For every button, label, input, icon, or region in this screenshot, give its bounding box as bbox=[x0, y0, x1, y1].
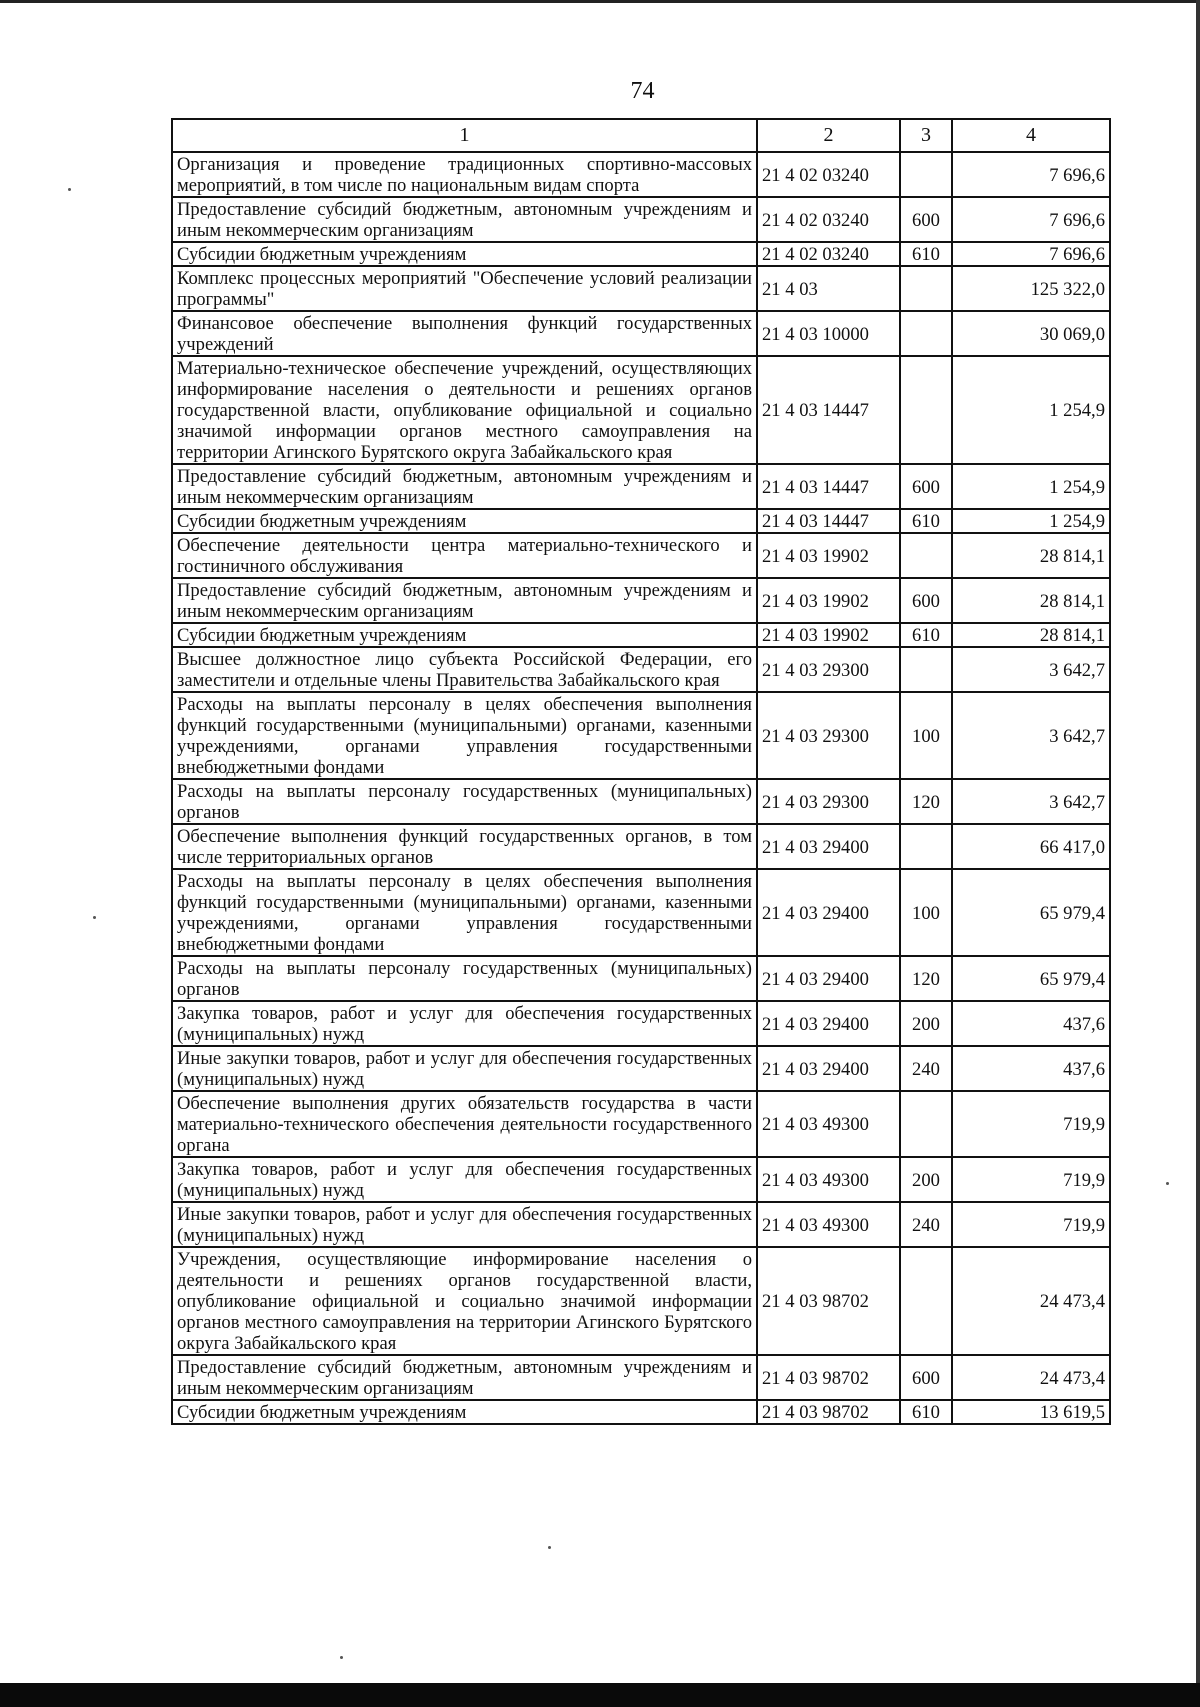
row-type-cell: 120 bbox=[900, 956, 952, 1001]
row-name-cell: Обеспечение выполнения других обязательств государства в части материально-технического обеспечения деятельности государственного органа bbox=[172, 1091, 757, 1157]
header-col-3: 3 bbox=[900, 119, 952, 152]
row-type-cell bbox=[900, 824, 952, 869]
row-sum-cell: 437,6 bbox=[952, 1001, 1110, 1046]
row-code-cell: 21 4 03 29400 bbox=[757, 1046, 900, 1091]
header-col-4: 4 bbox=[952, 119, 1110, 152]
row-code-cell: 21 4 03 98702 bbox=[757, 1355, 900, 1400]
scan-speck bbox=[68, 188, 71, 191]
row-type-cell: 600 bbox=[900, 1355, 952, 1400]
table-row bbox=[172, 1355, 1110, 1400]
row-name-cell: Предоставление субсидий бюджетным, автономным учреждениям и иным некоммерческим организациям bbox=[172, 464, 757, 509]
scan-right-edge bbox=[1196, 0, 1200, 1707]
row-name-cell: Иные закупки товаров, работ и услуг для обеспечения государственных (муниципальных) нужд bbox=[172, 1202, 757, 1247]
row-name-cell: Финансовое обеспечение выполнения функций государственных учреждений bbox=[172, 311, 757, 356]
row-code-cell: 21 4 03 98702 bbox=[757, 1400, 900, 1424]
scan-speck bbox=[548, 1546, 551, 1549]
table-row bbox=[172, 1400, 1110, 1424]
row-type-cell: 200 bbox=[900, 1157, 952, 1202]
table-row bbox=[172, 266, 1110, 311]
table-row bbox=[172, 464, 1110, 509]
table-row bbox=[172, 692, 1110, 779]
row-name-cell: Расходы на выплаты персоналу в целях обеспечения выполнения функций государственными (муниципальными) органами, казенными учреждениями, органами управления государственными внебюджетными фондами bbox=[172, 869, 757, 956]
budget-table bbox=[171, 118, 1111, 1425]
row-name-cell: Материально-техническое обеспечение учреждений, осуществляющих информирование населения о деятельности и решениях органов государственной власти, опубликование официальной и социально значимой информации органов местного самоуправления на территории Агинского Бурятского округа Забайкальского края bbox=[172, 356, 757, 464]
row-code-cell: 21 4 03 10000 bbox=[757, 311, 900, 356]
row-name-cell: Расходы на выплаты персоналу государственных (муниципальных) органов bbox=[172, 956, 757, 1001]
row-type-cell bbox=[900, 311, 952, 356]
row-sum-cell: 28 814,1 bbox=[952, 623, 1110, 647]
table-row bbox=[172, 509, 1110, 533]
row-code-cell: 21 4 03 29400 bbox=[757, 869, 900, 956]
row-name-cell: Закупка товаров, работ и услуг для обеспечения государственных (муниципальных) нужд bbox=[172, 1001, 757, 1046]
row-type-cell: 610 bbox=[900, 623, 952, 647]
row-sum-cell: 1 254,9 bbox=[952, 464, 1110, 509]
row-name-cell: Субсидии бюджетным учреждениям bbox=[172, 242, 757, 266]
scan-bottom-edge bbox=[0, 1683, 1200, 1707]
table-row bbox=[172, 578, 1110, 623]
row-type-cell bbox=[900, 1247, 952, 1355]
row-type-cell: 240 bbox=[900, 1046, 952, 1091]
row-name-cell: Обеспечение деятельности центра материально-технического и гостиничного обслуживания bbox=[172, 533, 757, 578]
row-sum-cell: 3 642,7 bbox=[952, 692, 1110, 779]
header-row bbox=[172, 119, 1110, 152]
row-sum-cell: 7 696,6 bbox=[952, 242, 1110, 266]
row-name-cell: Обеспечение выполнения функций государственных органов, в том числе территориальных органов bbox=[172, 824, 757, 869]
scan-top-edge bbox=[0, 0, 1200, 3]
table-row bbox=[172, 869, 1110, 956]
row-code-cell: 21 4 02 03240 bbox=[757, 242, 900, 266]
table-row bbox=[172, 1157, 1110, 1202]
row-code-cell: 21 4 03 98702 bbox=[757, 1247, 900, 1355]
row-type-cell: 610 bbox=[900, 242, 952, 266]
table-row bbox=[172, 1247, 1110, 1355]
row-code-cell: 21 4 02 03240 bbox=[757, 197, 900, 242]
row-type-cell: 610 bbox=[900, 509, 952, 533]
row-sum-cell: 719,9 bbox=[952, 1157, 1110, 1202]
row-sum-cell: 125 322,0 bbox=[952, 266, 1110, 311]
row-code-cell: 21 4 03 19902 bbox=[757, 578, 900, 623]
row-code-cell: 21 4 03 14447 bbox=[757, 464, 900, 509]
row-sum-cell: 7 696,6 bbox=[952, 152, 1110, 197]
row-type-cell bbox=[900, 533, 952, 578]
table-row bbox=[172, 779, 1110, 824]
table-row bbox=[172, 311, 1110, 356]
row-type-cell: 600 bbox=[900, 197, 952, 242]
row-code-cell: 21 4 03 49300 bbox=[757, 1157, 900, 1202]
row-code-cell: 21 4 03 19902 bbox=[757, 533, 900, 578]
table-row bbox=[172, 533, 1110, 578]
row-name-cell: Комплекс процессных мероприятий "Обеспечение условий реализации программы" bbox=[172, 266, 757, 311]
row-type-cell bbox=[900, 152, 952, 197]
row-sum-cell: 719,9 bbox=[952, 1202, 1110, 1247]
scan-speck bbox=[93, 916, 96, 919]
row-type-cell bbox=[900, 1091, 952, 1157]
row-name-cell: Высшее должностное лицо субъекта Российской Федерации, его заместители и отдельные члены Правительства Забайкальского края bbox=[172, 647, 757, 692]
table-row bbox=[172, 623, 1110, 647]
header-col-1: 1 bbox=[172, 119, 757, 152]
row-sum-cell: 24 473,4 bbox=[952, 1355, 1110, 1400]
table-row bbox=[172, 824, 1110, 869]
row-code-cell: 21 4 03 29400 bbox=[757, 1001, 900, 1046]
row-code-cell: 21 4 03 19902 bbox=[757, 623, 900, 647]
row-name-cell: Учреждения, осуществляющие информирование населения о деятельности и решениях органов государственной власти, опубликование официальной и социально значимой информации органов местного самоуправления на территории Агинского Бурятского округа Забайкальского края bbox=[172, 1247, 757, 1355]
row-type-cell: 200 bbox=[900, 1001, 952, 1046]
row-sum-cell: 7 696,6 bbox=[952, 197, 1110, 242]
row-type-cell bbox=[900, 356, 952, 464]
row-type-cell bbox=[900, 266, 952, 311]
row-code-cell: 21 4 03 29300 bbox=[757, 647, 900, 692]
row-code-cell: 21 4 03 bbox=[757, 266, 900, 311]
page-number: 74 bbox=[630, 78, 655, 104]
row-name-cell: Субсидии бюджетным учреждениям bbox=[172, 509, 757, 533]
row-name-cell: Расходы на выплаты персоналу государственных (муниципальных) органов bbox=[172, 779, 757, 824]
row-name-cell: Организация и проведение традиционных спортивно-массовых мероприятий, в том числе по национальным видам спорта bbox=[172, 152, 757, 197]
row-sum-cell: 65 979,4 bbox=[952, 869, 1110, 956]
row-code-cell: 21 4 03 14447 bbox=[757, 356, 900, 464]
row-sum-cell: 1 254,9 bbox=[952, 356, 1110, 464]
row-code-cell: 21 4 03 29400 bbox=[757, 824, 900, 869]
row-name-cell: Предоставление субсидий бюджетным, автономным учреждениям и иным некоммерческим организациям bbox=[172, 1355, 757, 1400]
row-type-cell: 120 bbox=[900, 779, 952, 824]
table-row bbox=[172, 647, 1110, 692]
table-row bbox=[172, 1046, 1110, 1091]
table-row bbox=[172, 242, 1110, 266]
row-sum-cell: 3 642,7 bbox=[952, 779, 1110, 824]
row-code-cell: 21 4 03 14447 bbox=[757, 509, 900, 533]
row-code-cell: 21 4 03 29300 bbox=[757, 779, 900, 824]
row-type-cell: 610 bbox=[900, 1400, 952, 1424]
table-row bbox=[172, 1202, 1110, 1247]
table-row bbox=[172, 1091, 1110, 1157]
row-code-cell: 21 4 03 29400 bbox=[757, 956, 900, 1001]
table-row bbox=[172, 152, 1110, 197]
row-sum-cell: 3 642,7 bbox=[952, 647, 1110, 692]
row-name-cell: Расходы на выплаты персоналу в целях обеспечения выполнения функций государственными (муниципальными) органами, казенными учреждениями, органами управления государственными внебюджетными фондами bbox=[172, 692, 757, 779]
row-sum-cell: 30 069,0 bbox=[952, 311, 1110, 356]
row-name-cell: Закупка товаров, работ и услуг для обеспечения государственных (муниципальных) нужд bbox=[172, 1157, 757, 1202]
row-code-cell: 21 4 03 29300 bbox=[757, 692, 900, 779]
row-sum-cell: 719,9 bbox=[952, 1091, 1110, 1157]
row-type-cell: 600 bbox=[900, 578, 952, 623]
header-col-2: 2 bbox=[757, 119, 900, 152]
row-type-cell: 600 bbox=[900, 464, 952, 509]
row-type-cell: 240 bbox=[900, 1202, 952, 1247]
row-code-cell: 21 4 03 49300 bbox=[757, 1202, 900, 1247]
row-type-cell: 100 bbox=[900, 692, 952, 779]
scan-speck bbox=[1166, 1182, 1169, 1185]
row-type-cell bbox=[900, 647, 952, 692]
row-name-cell: Иные закупки товаров, работ и услуг для обеспечения государственных (муниципальных) нужд bbox=[172, 1046, 757, 1091]
row-type-cell: 100 bbox=[900, 869, 952, 956]
row-sum-cell: 24 473,4 bbox=[952, 1247, 1110, 1355]
table-row bbox=[172, 956, 1110, 1001]
row-name-cell: Предоставление субсидий бюджетным, автономным учреждениям и иным некоммерческим организациям bbox=[172, 578, 757, 623]
table-row bbox=[172, 356, 1110, 464]
table-row bbox=[172, 197, 1110, 242]
row-name-cell: Предоставление субсидий бюджетным, автономным учреждениям и иным некоммерческим организациям bbox=[172, 197, 757, 242]
row-sum-cell: 28 814,1 bbox=[952, 578, 1110, 623]
row-sum-cell: 66 417,0 bbox=[952, 824, 1110, 869]
table-row bbox=[172, 1001, 1110, 1046]
row-code-cell: 21 4 02 03240 bbox=[757, 152, 900, 197]
row-name-cell: Субсидии бюджетным учреждениям bbox=[172, 1400, 757, 1424]
row-name-cell: Субсидии бюджетным учреждениям bbox=[172, 623, 757, 647]
row-sum-cell: 437,6 bbox=[952, 1046, 1110, 1091]
row-sum-cell: 65 979,4 bbox=[952, 956, 1110, 1001]
row-sum-cell: 1 254,9 bbox=[952, 509, 1110, 533]
row-sum-cell: 13 619,5 bbox=[952, 1400, 1110, 1424]
row-sum-cell: 28 814,1 bbox=[952, 533, 1110, 578]
row-code-cell: 21 4 03 49300 bbox=[757, 1091, 900, 1157]
scan-speck bbox=[340, 1656, 343, 1659]
